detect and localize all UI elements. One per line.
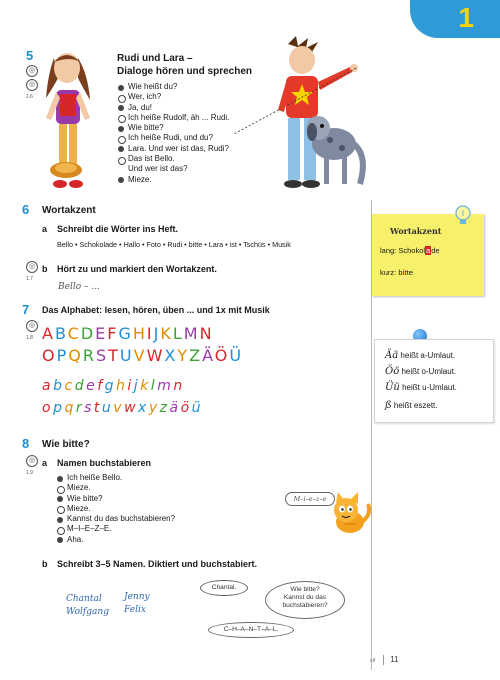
alphabet-letter: h	[116, 378, 128, 394]
dialogue-line: Wie bitte?	[57, 494, 175, 504]
umlaut-card	[374, 339, 494, 423]
dialogue-line: Kannst du das buchstabieren?	[57, 514, 175, 524]
alphabet-letter: M	[183, 324, 200, 343]
alphabet-letter: I	[146, 324, 154, 343]
alphabet-upper-1	[42, 324, 214, 343]
alphabet-letter: i	[127, 378, 134, 394]
chapter-number: 1	[458, 2, 474, 33]
task-8a-text: Namen buchstabieren	[57, 458, 152, 468]
alphabet-letter: k	[140, 378, 151, 394]
handwritten-example: Bello – ...	[58, 282, 100, 292]
alphabet-letter: j	[133, 378, 141, 394]
alphabet-letter: Ü	[229, 346, 244, 365]
umlaut-row: ß heißt eszett.	[385, 400, 438, 411]
alphabet-letter: P	[56, 346, 69, 365]
chapter-tab	[410, 0, 500, 38]
alphabet-letter: b	[53, 378, 65, 394]
alphabet-letter: E	[95, 324, 108, 343]
track-code: 1.7	[26, 276, 33, 282]
dialogue-line: Mieze.	[57, 483, 175, 493]
handwritten-name: Chantal	[66, 594, 102, 604]
alphabet-letter: R	[82, 346, 96, 365]
alphabet-letter: u	[101, 400, 114, 416]
track-code: 1.9	[26, 470, 33, 476]
task-8b-letter: b	[42, 559, 48, 569]
section-5-title-1: Rudi und Lara –	[117, 53, 193, 64]
alphabet-letter: Z	[189, 346, 203, 365]
alphabet-letter: l	[150, 378, 158, 394]
section-7-title: Das Alphabet: lesen, hören, üben ... und 1x mit Musik	[42, 305, 270, 315]
alphabet-letter: p	[53, 400, 65, 416]
alphabet-letter: t	[93, 400, 102, 416]
dialogue-line: Das ist Bello.	[118, 154, 229, 164]
alphabet-letter: J	[153, 324, 161, 343]
boy-rudi-and-dog-illustration	[232, 36, 372, 196]
handwritten-name: Wolfgang	[66, 607, 109, 617]
page-footer	[370, 655, 399, 665]
spelling-dialogue-list	[57, 473, 175, 545]
alphabet-letter: B	[54, 324, 68, 343]
alphabet-letter: T	[108, 346, 120, 365]
lightbulb-icon	[454, 204, 472, 228]
alphabet-letter: A	[42, 324, 55, 343]
alphabet-letter: U	[119, 346, 134, 365]
audio-icon[interactable]: ◎	[26, 261, 38, 273]
alphabet-letter: q	[64, 400, 76, 416]
speech-bubble-chantal: Chantal.	[200, 580, 248, 596]
audio-icon[interactable]: ◎	[26, 320, 38, 332]
alphabet-letter: n	[173, 378, 185, 394]
umlaut-row: Üü heißt u-Umlaut.	[385, 382, 457, 393]
dialogue-line: Und wer ist das?	[128, 164, 188, 174]
alphabet-letter: F	[107, 324, 119, 343]
alphabet-letter: d	[74, 378, 87, 394]
alphabet-letter: y	[148, 400, 160, 416]
audio-icon[interactable]: ◎	[26, 455, 38, 467]
dialogue-line: Aha.	[57, 535, 175, 545]
alphabet-letter: Q	[68, 346, 83, 365]
alphabet-letter: f	[97, 378, 105, 394]
task-6b-letter: b	[42, 264, 48, 274]
task-6b-text: Hört zu und markiert den Wortakzent.	[57, 264, 217, 274]
cat-mieze-illustration	[328, 492, 372, 536]
alphabet-letter: o	[42, 400, 54, 416]
audio-icon[interactable]: ◎	[26, 79, 38, 91]
alphabet-letter: G	[118, 324, 133, 343]
note-lang-row: lang: Schokolade	[380, 246, 440, 255]
alphabet-letter: g	[104, 378, 117, 394]
alphabet-letter: s	[84, 400, 94, 416]
dialogue-line: Mieze.	[57, 504, 175, 514]
alphabet-lower-2	[42, 400, 203, 416]
alphabet-letter: S	[95, 346, 109, 365]
dialogue-list	[118, 82, 229, 185]
alphabet-letter: Ä	[202, 346, 215, 365]
section-6-number: 6	[22, 202, 30, 217]
section-5-number: 5	[26, 48, 34, 63]
alphabet-letter: z	[159, 400, 170, 416]
dialogue-line: Mieze.	[118, 175, 229, 185]
dialogue-line: Ich heiße Rudolf, äh ... Rudi.	[118, 113, 229, 123]
alphabet-letter: L	[172, 324, 184, 343]
speech-bubble-wie-bitte: Wie bitte? Kannst du das buchstabieren?	[265, 581, 345, 619]
dialogue-line: Ja, du!	[118, 103, 229, 113]
alphabet-letter: a	[42, 378, 54, 394]
handwritten-name: Jenny	[124, 592, 150, 602]
alphabet-letter: r	[75, 400, 85, 416]
speech-bubble-spelling: C–H–A–N–T–A–L.	[208, 622, 294, 638]
alphabet-letter: X	[164, 346, 178, 365]
section-7-number: 7	[22, 302, 30, 317]
alphabet-letter: ä	[169, 400, 181, 416]
section-8-number: 8	[22, 436, 30, 451]
note-title: Wortakzent	[390, 226, 442, 236]
alphabet-letter: W	[146, 346, 165, 365]
alphabet-letter: ü	[191, 400, 204, 416]
dialogue-line: Ich heiße Bello.	[57, 473, 175, 483]
alphabet-letter: N	[199, 324, 214, 343]
alphabet-letter: V	[133, 346, 147, 365]
alphabet-letter: x	[138, 400, 149, 416]
umlaut-row: Ää heißt a-Umlaut.	[385, 350, 456, 361]
cat-speech-bubble: M–i–e–z–e	[285, 492, 335, 506]
note-kurz-row: kurz: bitte	[380, 268, 413, 277]
page-number: 11	[390, 655, 399, 664]
alphabet-letter: O	[42, 346, 57, 365]
umlaut-row: Öö heißt o-Umlaut.	[385, 366, 457, 377]
alphabet-letter: m	[157, 378, 174, 394]
section-6-title: Wortakzent	[42, 205, 96, 216]
alphabet-letter: c	[64, 378, 75, 394]
alphabet-letter: v	[113, 400, 125, 416]
dialogue-line: Ich heiße Rudi, und du?	[118, 133, 229, 143]
handwritten-name: Felix	[124, 605, 146, 615]
section-8-title: Wie bitte?	[42, 439, 90, 450]
alphabet-letter: w	[124, 400, 139, 416]
section-5-title-2: Dialoge hören und sprechen	[117, 66, 253, 77]
page-word: elf	[370, 658, 376, 664]
dialogue-line: Lara. Und wer ist das, Rudi?	[118, 144, 229, 154]
task-8b-text: Schreibt 3–5 Namen. Diktiert und buchstabiert.	[57, 559, 258, 569]
dialogue-line: M–I–E–Z–E.	[57, 524, 175, 534]
dialogue-line: Wie bitte?	[118, 123, 229, 133]
dialogue-line: Wie heißt du?	[118, 82, 229, 92]
alphabet-letter: D	[80, 324, 96, 343]
alphabet-letter: ö	[180, 400, 192, 416]
task-8a-letter: a	[42, 458, 48, 468]
alphabet-letter: H	[132, 324, 147, 343]
audio-icon[interactable]: ◎	[26, 65, 38, 77]
alphabet-letter: C	[67, 324, 81, 343]
alphabet-letter: Y	[177, 346, 190, 365]
alphabet-upper-2	[42, 346, 243, 365]
girl-lara-illustration	[40, 48, 100, 193]
track-code: 1.8	[26, 335, 33, 341]
word-list: Bello • Schokolade • Hallo • Foto • Rudi • bitte • Lara • ist • Tschüs • Musik	[57, 240, 291, 249]
task-6a-text: Schreibt die Wörter ins Heft.	[57, 224, 179, 234]
task-6a-letter: a	[42, 224, 48, 234]
alphabet-lower-1	[42, 378, 185, 394]
track-code: 1.6	[26, 94, 33, 100]
alphabet-letter: Ö	[214, 346, 230, 365]
dialogue-line: Wer, ich?	[118, 92, 229, 102]
alphabet-letter: K	[160, 324, 173, 343]
alphabet-letter: e	[86, 378, 98, 394]
